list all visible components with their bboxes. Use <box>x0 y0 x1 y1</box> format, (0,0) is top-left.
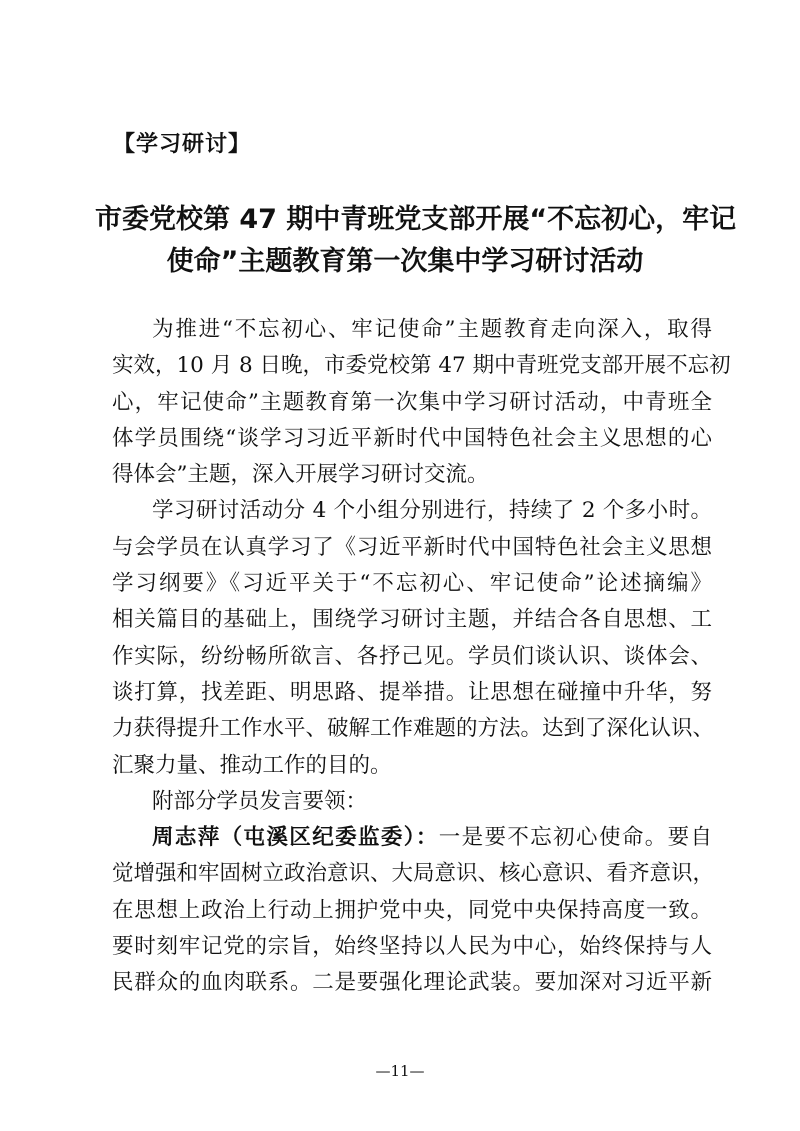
body-line: 汇聚力量、推动工作的目的。 <box>112 752 392 778</box>
body-line: 谈打算，找差距、明思路、提举措。让思想在碰撞中升华，努 <box>112 679 712 705</box>
body-line: 相关篇目的基础上，围绕学习研讨主题，并结合各自思想、工 <box>112 607 712 633</box>
article-title <box>95 199 737 283</box>
section-tag: 【学习研讨】 <box>113 132 252 157</box>
body-line: 民群众的血肉联系。二是要强化理论武装。要加深对习近平新 <box>112 970 712 996</box>
title-line: 市委党校第 47 期中青班党支部开展“不忘初心，牢记 <box>95 204 737 235</box>
body-line: 心，牢记使命”主题教育第一次集中学习研讨活动，中青班全 <box>112 389 712 415</box>
body-line: 力获得提升工作水平、破解工作难题的方法。达到了深化认识、 <box>112 716 715 742</box>
body-line: 在思想上政治上行动上拥护党中央，同党中央保持高度一致。 <box>112 897 712 923</box>
body-line: 附部分学员发言要领： <box>152 788 368 814</box>
speaker-name: 周志萍（屯溪区纪委监委）： <box>152 825 439 851</box>
body-line: 作实际，纷纷畅所欲言、各抒己见。学员们谈认识、谈体会、 <box>112 643 712 669</box>
speaker-line <box>112 820 712 856</box>
body-line: 与会学员在认真学习了《习近平新时代中国特色社会主义思想 <box>112 534 712 560</box>
page-number: —11— <box>375 1062 425 1080</box>
body-line: 体学员围绕“谈学习习近平新时代中国特色社会主义思想的心 <box>112 425 712 451</box>
body-line: 要时刻牢记党的宗旨，始终坚持以人民为中心，始终保持与人 <box>112 934 712 960</box>
speaker-text: 一是要不忘初心使命。要自 <box>438 825 712 851</box>
body-line: 学习研讨活动分 4 个小组分别进行，持续了 2 个多小时。 <box>152 498 712 524</box>
body-line: 觉增强和牢固树立政治意识、大局意识、核心意识、看齐意识， <box>112 861 715 887</box>
body-line: 学习纲要》《习近平关于“不忘初心、牢记使命”论述摘编》 <box>112 571 712 597</box>
body-line: 实效，10 月 8 日晚，市委党校第 47 期中青班党支部开展不忘初 <box>112 353 731 379</box>
article-body <box>112 312 731 1002</box>
body-line: 为推进“不忘初心、牢记使命”主题教育走向深入，取得 <box>152 317 712 342</box>
body-line: 得体会”主题，深入开展学习研讨交流。 <box>112 462 489 488</box>
title-line: 使命”主题教育第一次集中学习研讨活动 <box>166 246 644 277</box>
